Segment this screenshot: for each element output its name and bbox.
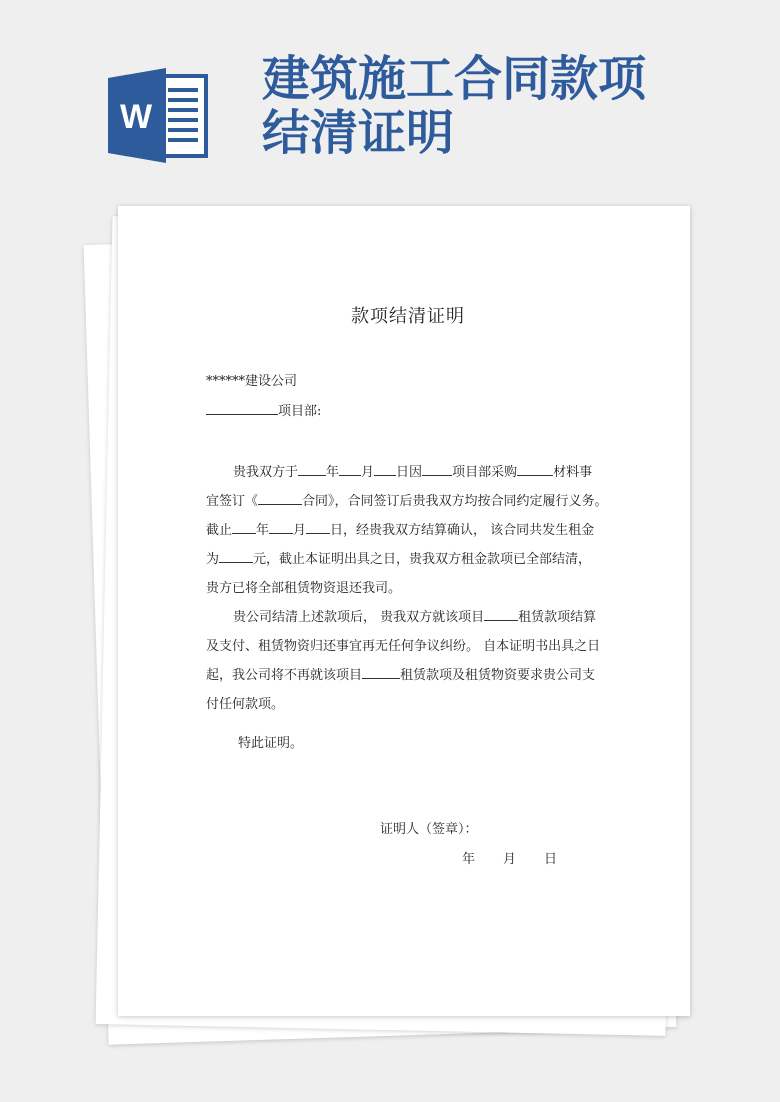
text-run: 年 <box>256 523 270 538</box>
blank-field <box>484 608 518 621</box>
text-run: 材料事 <box>553 465 593 480</box>
text-run: 为 <box>206 552 220 567</box>
dept-suffix: 项目部: <box>278 404 322 419</box>
text-run: 贵我双方于 <box>233 465 299 480</box>
word-doc-icon <box>108 68 208 163</box>
paragraph-line: 贵方已将全部租赁物资退还我司。 <box>206 581 402 596</box>
blank-field <box>362 666 400 679</box>
paragraph-line: 及支付、租赁物资归还事宜再无任何争议纠纷。 自本证明书出具之日 <box>206 639 601 654</box>
paragraph-line <box>206 487 610 516</box>
paragraph-line <box>206 545 610 574</box>
text-run: 租赁款项结算 <box>518 610 597 625</box>
text-run: 宜签订《 <box>206 494 259 509</box>
blank-field <box>298 463 326 476</box>
text-run: 起，我公司将不再就该项目 <box>206 668 363 683</box>
paragraph-line: 付任何款项。 <box>206 697 285 712</box>
paragraph-line <box>206 661 610 690</box>
blank-field <box>258 492 302 505</box>
closing-text: 特此证明。 <box>238 736 304 751</box>
text-run: 元，截止本证明出具之日，贵我双方租金款项已全部结清， <box>253 552 592 567</box>
text-run: 月 <box>293 523 307 538</box>
blank-field <box>374 463 396 476</box>
paragraph-line <box>206 516 610 545</box>
word-icon-letter: W <box>119 98 153 136</box>
text-run: 年 <box>326 465 340 480</box>
text-run: 项目部采购 <box>452 465 518 480</box>
date-line <box>462 848 557 867</box>
paragraph-1 <box>206 458 610 719</box>
text-run: 日因 <box>396 465 423 480</box>
paragraph-line <box>206 603 610 632</box>
blank-field <box>206 402 278 415</box>
signature-label: 证明人（签章）： <box>380 822 478 837</box>
text-run: 租赁款项及租赁物资要求贵公司支 <box>400 668 596 683</box>
project-dept-line <box>206 400 321 419</box>
header-title-line1: 建筑施工合同款项 <box>262 51 647 107</box>
text-run: 月 <box>361 465 375 480</box>
text-run: 截止 <box>206 523 233 538</box>
blank-field <box>422 463 452 476</box>
document-title: 款项结清证明 <box>351 306 465 327</box>
blank-field <box>232 521 256 534</box>
blank-field <box>269 521 293 534</box>
date-year-label: 年 <box>462 852 476 867</box>
text-run: 日，经贵我双方结算确认， 该合同共发生租金 <box>330 523 595 538</box>
paragraph-line <box>206 458 610 487</box>
text-run: 贵公司结清上述款项后， 贵我双方就该项目 <box>233 610 485 625</box>
blank-field <box>517 463 553 476</box>
text-run: 合同》，合同签订后贵我双方均按合同约定履行义务。 <box>302 494 608 509</box>
blank-field <box>306 521 330 534</box>
date-day-label: 日 <box>544 852 558 867</box>
blank-field <box>219 550 253 563</box>
header-title-line2: 结清证明 <box>262 105 455 161</box>
blank-field <box>339 463 361 476</box>
header-title <box>262 52 762 160</box>
addressee: ******建设公司 <box>206 374 298 389</box>
date-month-label: 月 <box>503 852 517 867</box>
